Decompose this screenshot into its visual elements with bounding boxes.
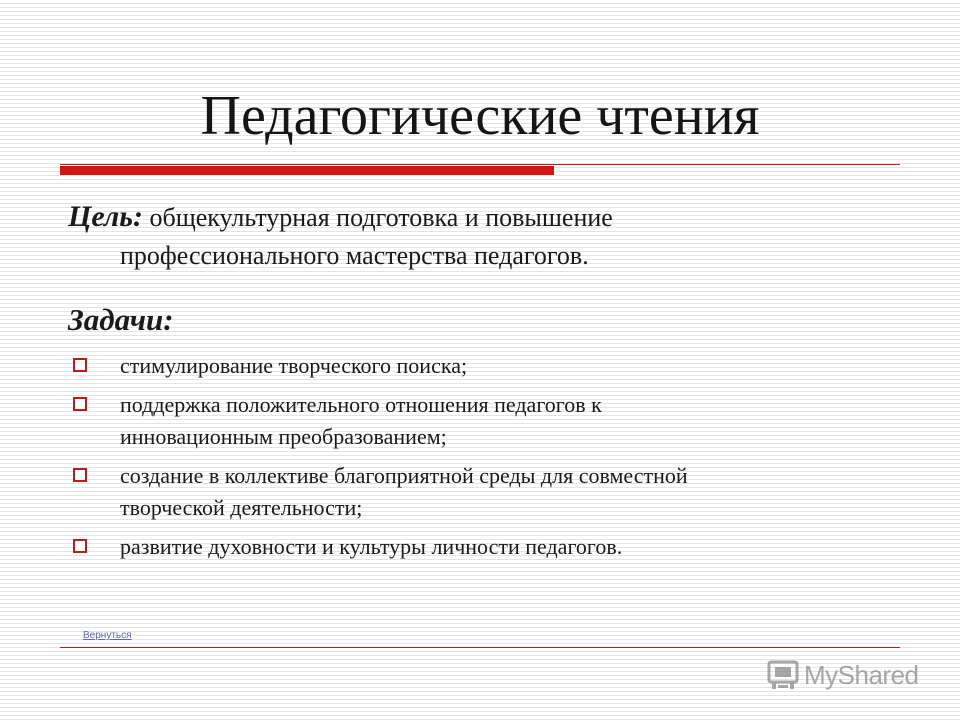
footer-divider-line <box>60 647 900 648</box>
square-bullet-icon <box>73 468 87 482</box>
task-text-line2: творческой деятельности; <box>120 495 363 520</box>
myshared-watermark <box>766 655 919 695</box>
title-divider-line <box>60 164 900 165</box>
slide-title: Педагогические чтения <box>200 85 760 147</box>
watermark-text: MyShared <box>804 659 919 690</box>
task-list <box>70 350 850 570</box>
task-text-line1: поддержка положительного отношения педагогов к <box>120 392 602 417</box>
myshared-logo-icon <box>766 658 800 692</box>
goal-block <box>68 198 828 275</box>
tasks-heading: Задачи: <box>68 302 174 337</box>
task-item <box>70 531 850 563</box>
task-item <box>70 389 850 453</box>
task-item <box>70 350 850 382</box>
task-text-line1: развитие духовности и культуры личности педагогов. <box>120 534 623 559</box>
task-text-line2: инновационным преобразованием; <box>120 424 447 449</box>
goal-text-line1: общекультурная подготовка и повышение <box>149 203 613 232</box>
square-bullet-icon <box>73 358 87 372</box>
task-text-line1: стимулирование творческого поиска; <box>120 353 468 378</box>
task-text-line1: создание в коллективе благоприятной среды для совместной <box>120 463 688 488</box>
task-item <box>70 460 850 524</box>
back-link[interactable]: Вернуться <box>83 630 132 641</box>
square-bullet-icon <box>73 539 87 553</box>
square-bullet-icon <box>73 397 87 411</box>
goal-text-line2: профессионального мастерства педагогов. <box>120 241 589 270</box>
goal-label: Цель: <box>68 200 143 233</box>
title-accent-bar <box>60 166 554 175</box>
